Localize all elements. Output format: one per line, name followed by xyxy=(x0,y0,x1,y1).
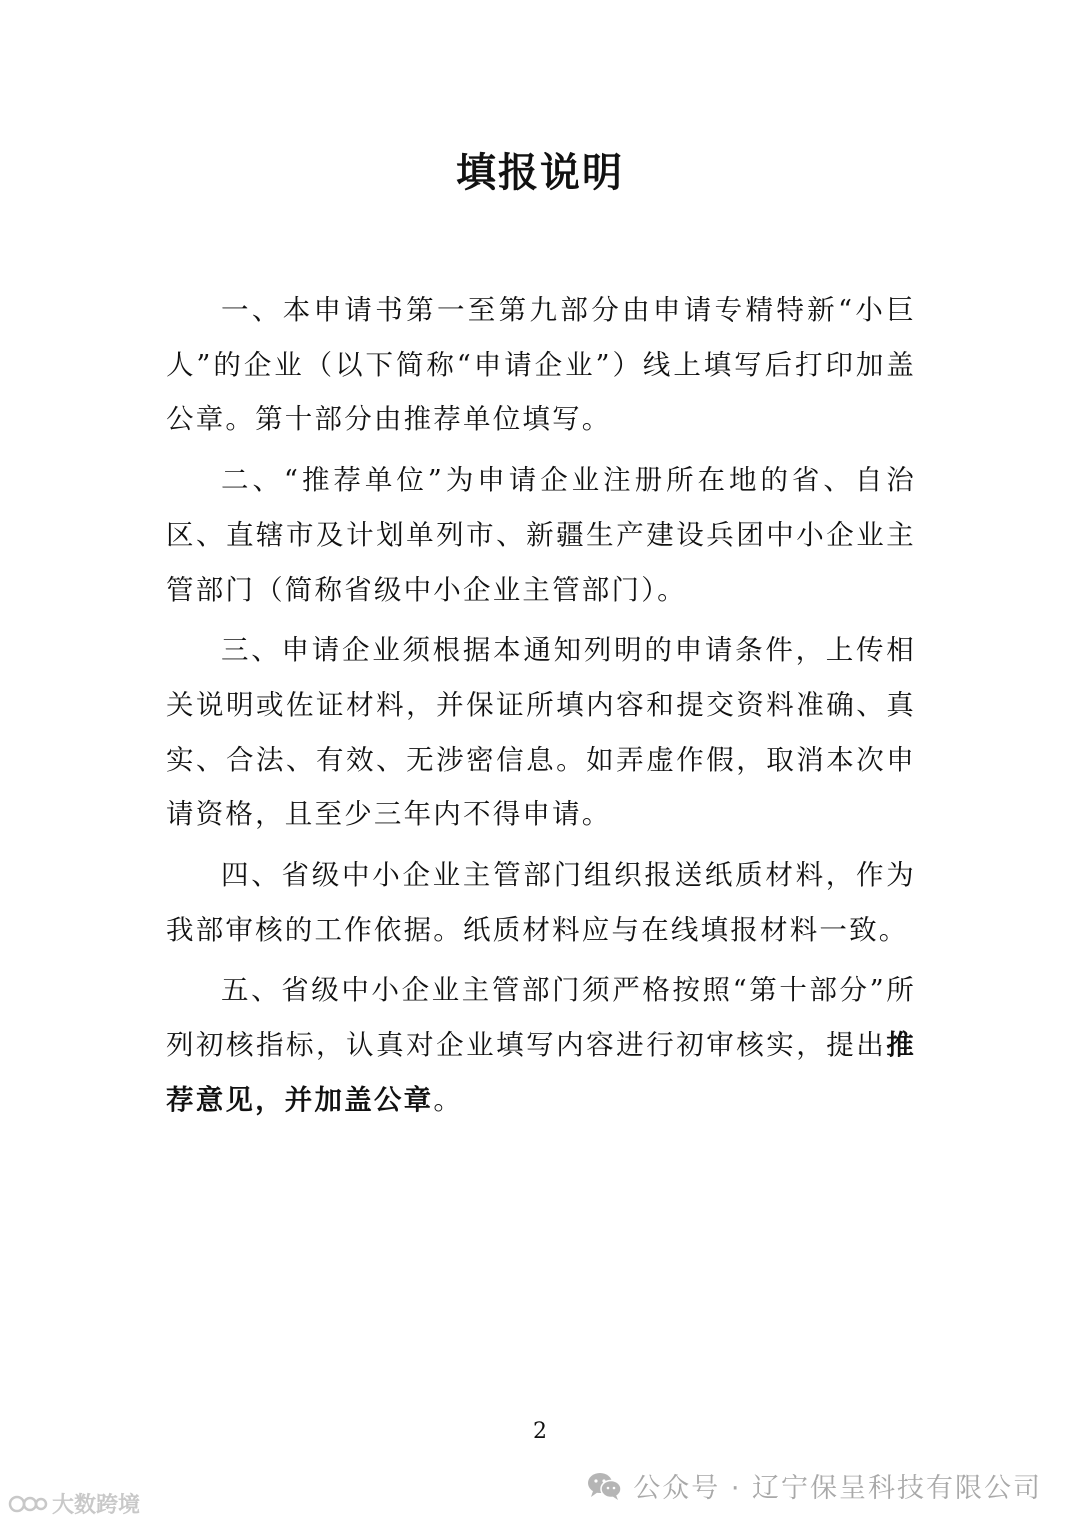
paragraph-3: 三、申请企业须根据本通知列明的申请条件，上传相关说明或佐证材料，并保证所填内容和提交资料准确、真实、合法、有效、无涉密信息。如弄虚作假，取消本次申请资格，且至少三年内不得申请。 xyxy=(166,634,916,831)
paragraph-5-text: 五、省级中小企业主管部门须严格按照“第十部分”所列初核指标，认真对企业填写内容进行初审核实，提出 xyxy=(166,974,916,1062)
page-number: 2 xyxy=(533,1419,547,1444)
paragraph-4: 四、省级中小企业主管部门组织报送纸质材料，作为我部审核的工作依据。纸质材料应与在线填报材料一致。 xyxy=(166,859,916,946)
paragraph-5 xyxy=(166,963,916,1127)
paragraph-1: 一、本申请书第一至第九部分由申请专精特新“小巨人”的企业（以下简称“申请企业”）线上填写后打印加盖公章。第十部分由推荐单位填写。 xyxy=(166,294,916,436)
brand-watermark-label: 大数跨境 xyxy=(52,1493,141,1518)
wechat-account-label: 公众号 · 辽宁保呈科技有限公司 xyxy=(633,1473,1042,1504)
brand-watermark xyxy=(8,1488,140,1519)
wechat-account-watermark xyxy=(587,1466,1042,1505)
instructions-body xyxy=(166,283,916,1128)
paragraph-5-bold-text: 推荐意见，并加盖公章 xyxy=(166,1029,916,1116)
brand-logo-icon xyxy=(8,1492,48,1516)
paragraph-5-end: 。 xyxy=(433,1083,464,1116)
page-title: 填报说明 xyxy=(456,150,624,196)
paragraph-2: 二、“推荐单位”为申请企业注册所在地的省、自治区、直辖市及计划单列市、新疆生产建设兵团中小企业主管部门（简称省级中小企业主管部门）。 xyxy=(166,464,916,606)
wechat-icon xyxy=(587,1471,623,1501)
